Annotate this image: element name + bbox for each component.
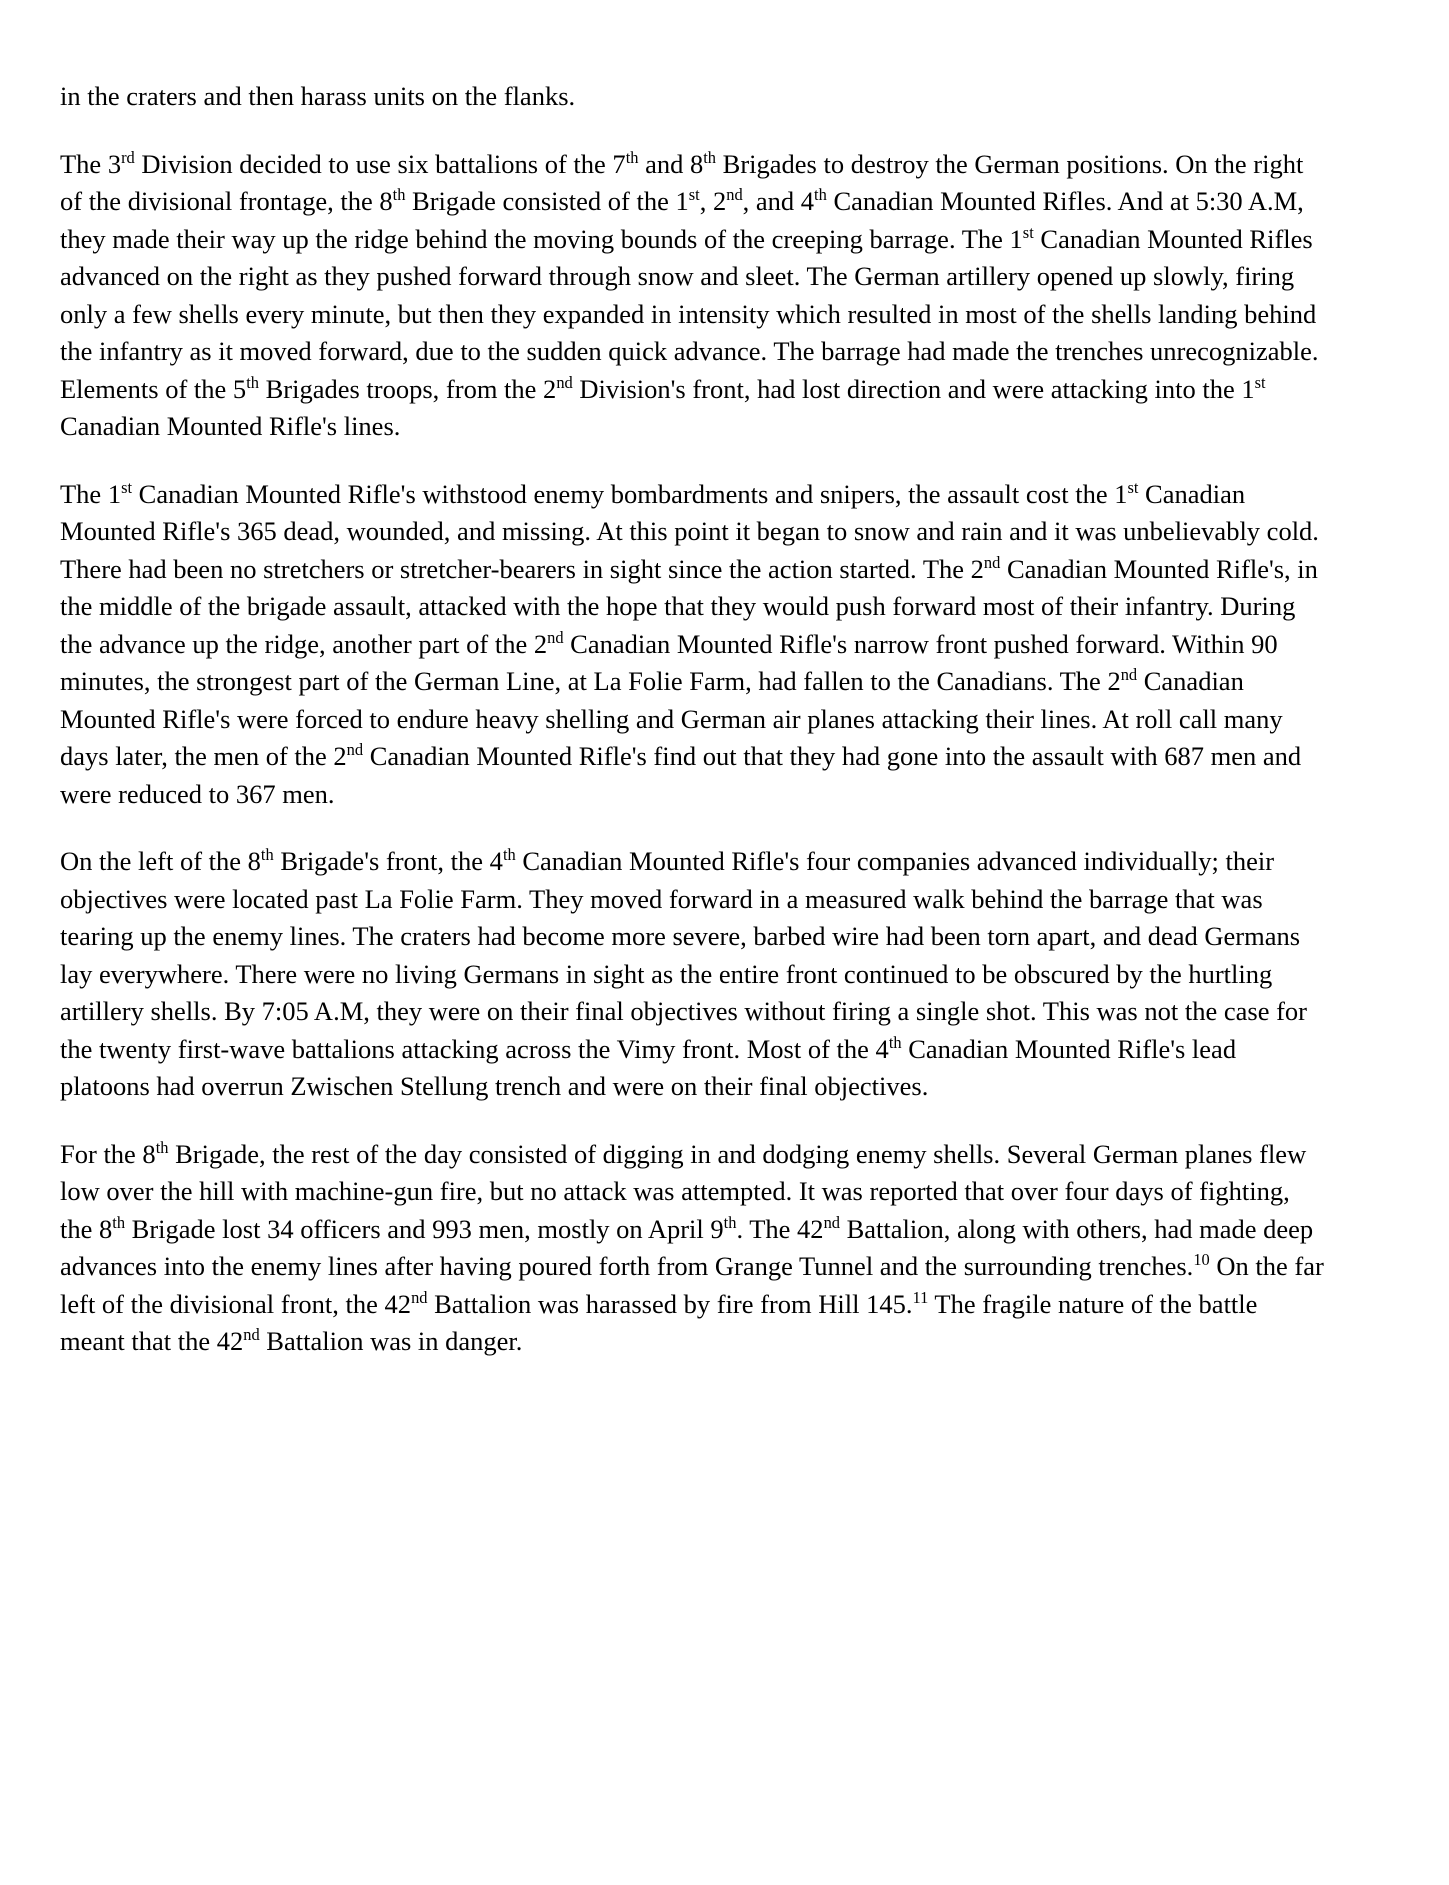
superscript: 10	[1193, 1250, 1210, 1270]
superscript: st	[121, 477, 133, 497]
superscript: nd	[823, 1212, 840, 1232]
superscript: th	[703, 147, 717, 167]
superscript: nd	[726, 185, 743, 205]
superscript: nd	[243, 1325, 260, 1345]
superscript: th	[625, 147, 639, 167]
paragraph: For the 8th Brigade, the rest of the day consisted of digging in and dodging enemy shells. Several German planes flew low over the hill with machine-gun fire, but no attack was attempted. It was reported that over four days of fighting, the 8th Brigade lost 34 officers and 993 men, mostly on April 9th. The 42nd Battalion, along with others, had made deep advances into the enemy lines after having poured forth from Grange Tunnel and the surrounding trenches.$^{10}$ On the far left of the divisional front, the 42nd Battalion was harassed by fire from Hill 145.11 The fragile nature of the battle meant that the 42nd Battalion was in danger.	[60, 1137, 1324, 1356]
superscript: th	[814, 185, 827, 205]
superscript: nd	[983, 552, 1001, 572]
superscript: nd	[547, 627, 564, 647]
document-body	[60, 78, 1327, 1361]
superscript: st	[1127, 477, 1139, 497]
superscript: st	[1254, 372, 1266, 392]
superscript: th	[888, 1032, 902, 1052]
paragraph: The 3rd Division decided to use six battalions of the 7th and 8th Brigades to destroy the German positions. On the right of the divisional frontage, the 8th Brigade consisted of the 1st, 2nd, and 4th Canadian Mounted Rifles. And at 5:30 A.M, they made their way up the ridge behind the moving bounds of the creeping barrage. The 1st Canadian Mounted Rifles advanced on the right as they pushed forward through snow and sleet. The German artillery opened up slowly, firing only a few shells every minute, but then they expanded in intensity which resulted in most of the shells landing behind the infantry as it moved forward, due to the sudden quick advance. The barrage had made the trenches unrecognizable. Elements of the 5th Brigades troops, from the 2nd Division's front, had lost direction and were attacking into the 1st Canadian Mounted Rifle's lines.	[60, 147, 1319, 441]
superscript: th	[112, 1212, 126, 1232]
superscript: th	[723, 1212, 737, 1232]
paragraph: On the left of the 8th Brigade's front, the 4th Canadian Mounted Rifle's four companies advanced individually; their objectives were located past La Folie Farm. They moved forward in a measured walk behind the barrage that was tearing up the enemy lines. The craters had become more severe, barbed wire had been torn apart, and dead Germans lay everywhere. There were no living Germans in sight as the entire front continued to be obscured by the hurtling artillery shells. By 7:05 A.M, they were on their final objectives without firing a single shot. This was not the case for the twenty first-wave battalions attacking across the Vimy front. Most of the 4th Canadian Mounted Rifle's lead platoons had overrun Zwischen Stellung trench and were on their final objectives.	[60, 845, 1307, 1101]
superscript: th	[502, 845, 516, 865]
superscript: th	[246, 372, 259, 392]
superscript: rd	[121, 147, 135, 167]
superscript: nd	[1120, 665, 1138, 685]
superscript: 11	[912, 1287, 929, 1307]
superscript: nd	[346, 740, 364, 760]
superscript: st	[688, 185, 700, 205]
paragraph: in the craters and then harass units on the flanks.	[60, 81, 576, 111]
superscript: nd	[556, 372, 573, 392]
superscript: th	[260, 845, 274, 865]
paragraph: The 1st Canadian Mounted Rifle's withstood enemy bombardments and snipers, the assault cost the 1st Canadian Mounted Rifle's 365 dead, wounded, and missing. At this point it began to snow and rain and it was unbelievably cold. There had been no stretchers or stretcher-bearers in sight since the action started. The 2nd Canadian Mounted Rifle's, in the middle of the brigade assault, attacked with the hope that they would push forward most of their infantry. During the advance up the ridge, another part of the 2nd Canadian Mounted Rifle's narrow front pushed forward. Within 90 minutes, the strongest part of the German Line, at La Folie Farm, had fallen to the Canadians. The 2nd Canadian Mounted Rifle's were forced to endure heavy shelling and German air planes attacking their lines. At roll call many days later, the men of the 2nd Canadian Mounted Rifle's find out that they had gone into the assault with 687 men and were reduced to 367 men.	[60, 477, 1319, 809]
superscript: nd	[411, 1287, 428, 1307]
superscript: st	[1022, 222, 1034, 242]
superscript: th	[155, 1137, 169, 1157]
superscript: th	[392, 185, 406, 205]
